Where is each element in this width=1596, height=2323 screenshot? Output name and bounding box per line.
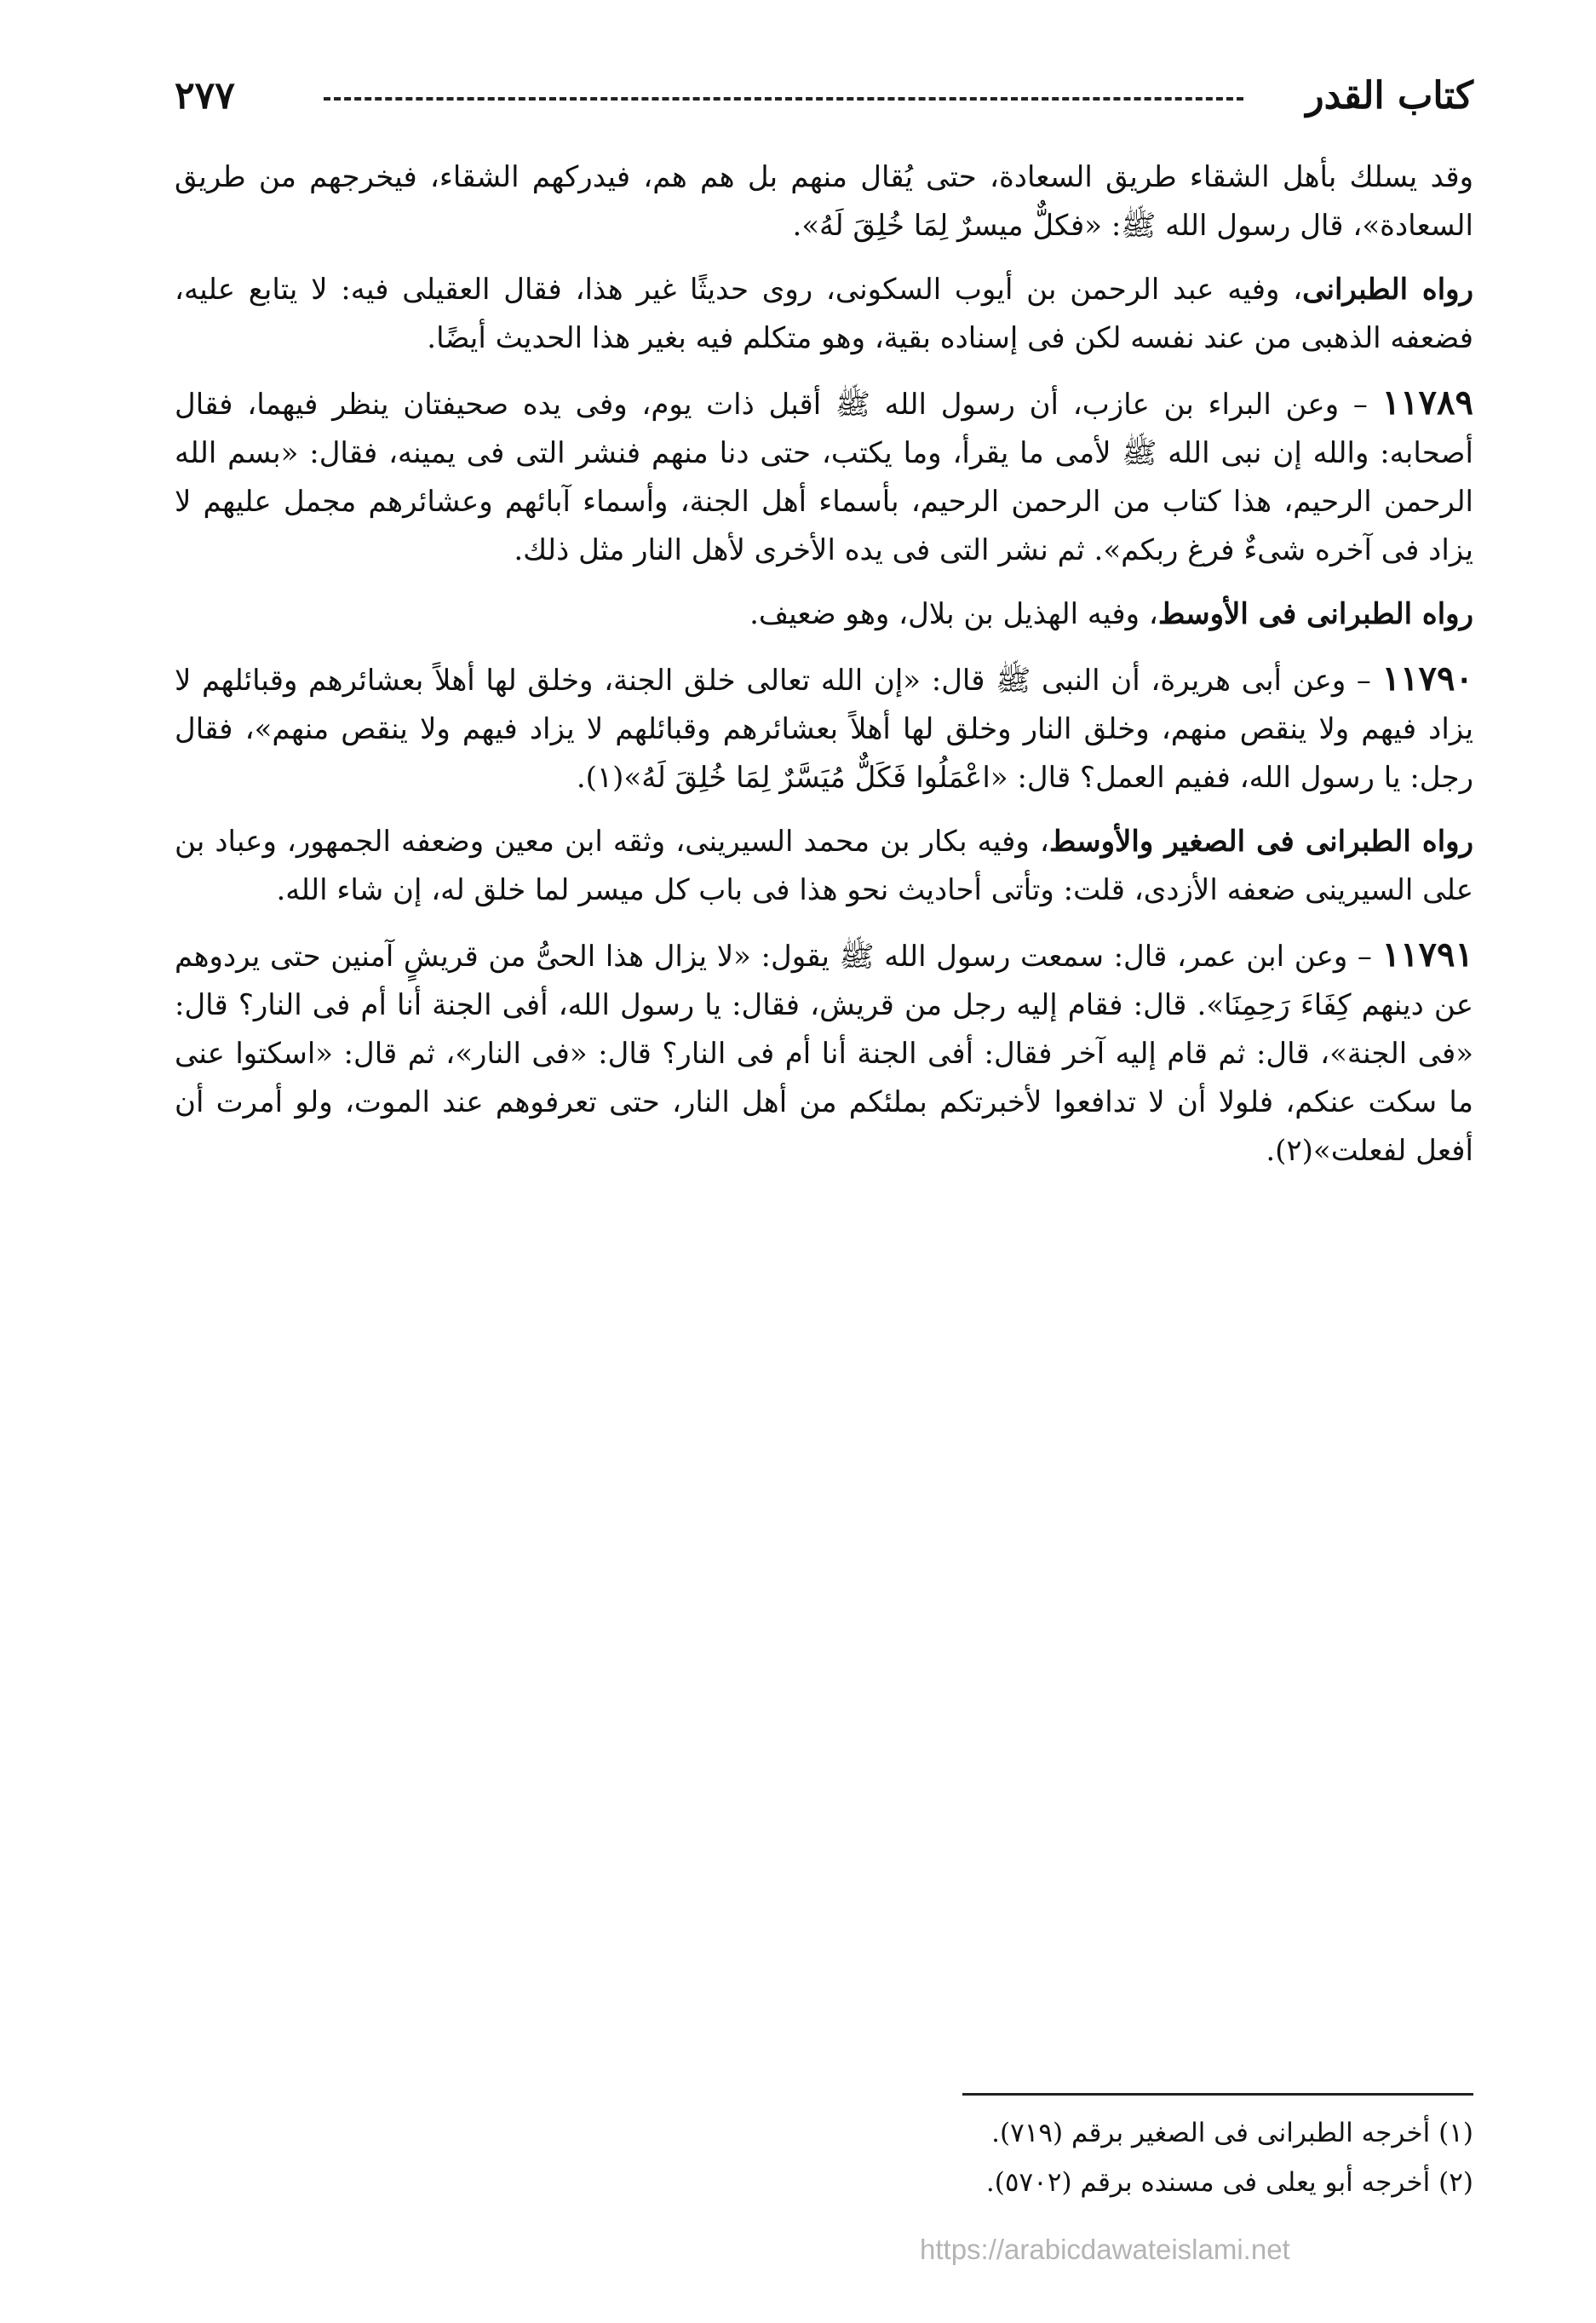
paragraph-hadith (175, 378, 1473, 575)
main-text (175, 153, 1473, 1191)
paragraph-hadith (175, 654, 1473, 802)
narrator-source: رواه الطبرانى فى الأوسط (1157, 597, 1473, 631)
paragraph-text: – وعن ابن عمر، قال: سمعت رسول الله ﷺ يقول: «لا يزال هذا الحىُّ من قريشٍ آمنين حتى يردوهم عن دينهم كِفَاءَ رَحِمِنَا». قال: فقام إليه رجل من قريش، فقال: يا رسول الله، أفى الجنة أنا أم فى النار؟ قال: «فى الجنة»، قال: ثم قام إليه آخر فقال: أفى الجنة أنا أم فى النار؟ قال: «فى النار»، ثم قال: «اسكتوا عنى ما سكت عنكم، فلولا أن لا تدافعوا لأخبرتكم بملئكم من أهل النار، حتى تعرفوهم عند الموت، ولو أمرت أن أفعل لفعلت»(٢). (175, 940, 1473, 1168)
paragraph-narration-note (175, 266, 1473, 363)
page-number: ٢٧٧ (175, 74, 235, 118)
watermark-url: https://arabicdawateislami.net (920, 2234, 1290, 2265)
paragraph-narration-note (175, 590, 1473, 639)
chapter-title: كتاب القدر (1306, 74, 1473, 118)
footnote-item: (٢) أخرجه أبو يعلى فى مسنده برقم (٥٧٠٢). (985, 2167, 1473, 2198)
paragraph-hadith (175, 930, 1473, 1176)
paragraph-text: ، وفيه عبد الرحمن بن أيوب السكونى، روى حديثًا غير هذا، فقال العقيلى فيه: لا يتابع عليه، فضعفه الذهبى من عند نفسه لكن فى إسناده بقية، وهو متكلم فيه بغير هذا الحديث أيضًا. (175, 273, 1473, 355)
paragraph-text: وقد يسلك بأهل الشقاء طريق السعادة، حتى يُقال منهم بل هم هم، فيدركهم الشقاء، فيخرجهم من طريق السعادة»، قال رسول الله ﷺ: «فكلٌّ ميسرٌ لِمَا خُلِقَ لَهُ». (175, 160, 1473, 243)
hadith-number: ١١٧٩١ (1381, 934, 1473, 975)
narrator-source: رواه الطبرانى (1302, 273, 1473, 307)
hadith-number: ١١٧٩٠ (1381, 658, 1473, 699)
paragraph-continuation (175, 153, 1473, 250)
paragraph-text: ، وفيه الهذيل بن بلال، وهو ضعيف. (749, 597, 1158, 631)
paragraph-text: – وعن أبى هريرة، أن النبى ﷺ قال: «إن الله تعالى خلق الجنة، وخلق لها أهلاً بعشائرهم وقبائلهم لا يزاد فيهم ولا ينقص منهم، وخلق النار وخلق لها أهلاً بعشائرهم وقبائلهم لا يزاد فيهم ولا ينقص منهم»، فقال رجل: يا رسول الله، ففيم العمل؟ قال: «اعْمَلُوا فَكَلٌّ مُيَسَّرٌ لِمَا خُلِقَ لَهُ»(١). (175, 664, 1473, 795)
paragraph-narration-note (175, 818, 1473, 915)
running-header (175, 66, 1473, 126)
footnotes (175, 2108, 1473, 2207)
narrator-source: رواه الطبرانى فى الصغير والأوسط (1048, 825, 1473, 859)
footnote-separator (962, 2093, 1473, 2096)
paragraph-text: ، وفيه بكار بن محمد السيرينى، وثقه ابن معين وضعفه الجمهور، وعباد بن على السيرينى ضعفه الأزدى، قلت: وتأتى أحاديث نحو هذا فى باب كل ميسر لما خلق له، إن شاء الله. (175, 825, 1473, 907)
footnote-item: (١) أخرجه الطبرانى فى الصغير برقم (٧١٩). (991, 2118, 1473, 2148)
hadith-number: ١١٧٨٩ (1381, 382, 1473, 423)
paragraph-text: – وعن البراء بن عازب، أن رسول الله ﷺ أقبل ذات يوم، وفى يده صحيفتان ينظر فيهما، فقال أصحابه: والله إن نبى الله ﷺ لأمى ما يقرأ، وما يكتب، حتى دنا منهم فنشر التى فى يمينه، فقال: «بسم الله الرحمن الرحيم، هذا كتاب من الرحمن الرحيم، بأسماء أهل الجنة، وأسماء آبائهم وعشائرهم مجمل عليهم لا يزاد فى آخره شىءٌ فرغ ربكم». ثم نشر التى فى يده الأخرى لأهل النار مثل ذلك. (175, 388, 1473, 567)
header-dashed-rule (324, 97, 1243, 101)
